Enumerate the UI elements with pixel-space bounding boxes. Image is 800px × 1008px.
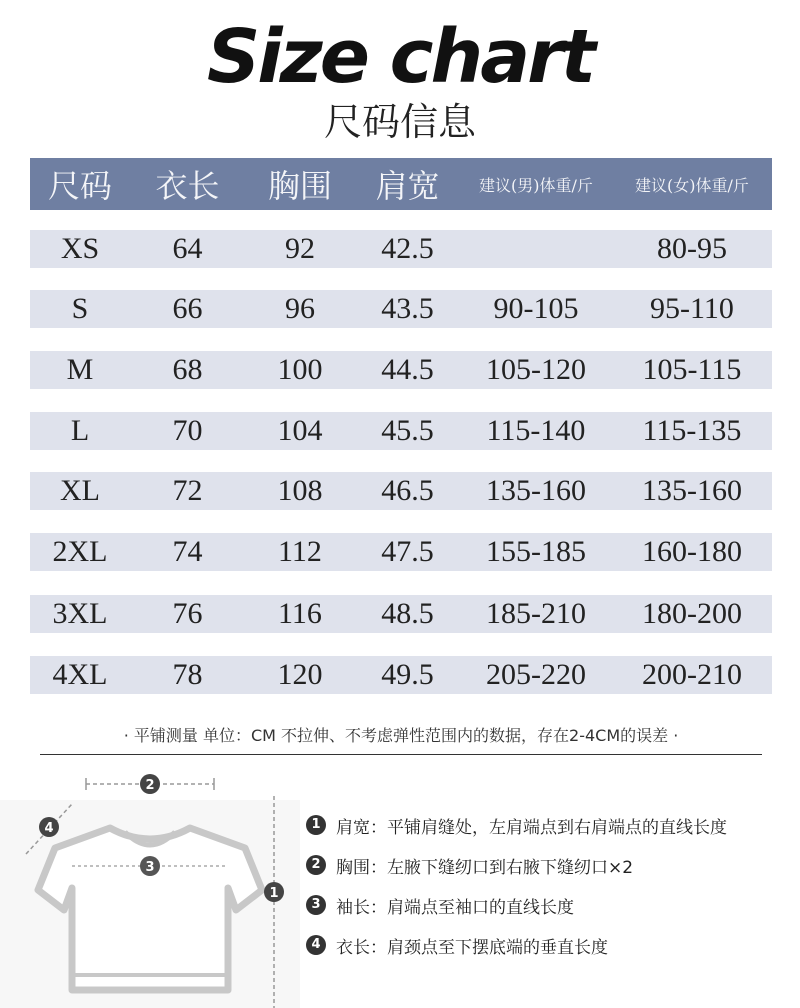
cell-size: XL [60, 474, 100, 507]
cell-length: 76 [172, 597, 203, 630]
subtitle: 尺码信息 [323, 100, 476, 144]
cell-length: 66 [172, 292, 203, 325]
cell-length: 64 [172, 232, 203, 265]
cell-chest: 92 [285, 232, 315, 265]
tshirt-outline [38, 828, 262, 990]
number-3-icon: 3 [306, 895, 326, 915]
header-chest: 胸围 [267, 167, 332, 205]
number-4-icon: 4 [306, 935, 326, 955]
cell-shoulder: 42.5 [381, 232, 434, 265]
table-row [30, 595, 772, 633]
table-header [30, 158, 772, 210]
cell-female-weight: 105-115 [642, 353, 742, 386]
number-2-icon: 2 [306, 855, 326, 875]
table-row [30, 656, 772, 694]
table-row [30, 412, 772, 450]
number-1-icon: 1 [306, 815, 326, 835]
cell-male-weight: 205-220 [486, 658, 586, 691]
legend-item-chest [306, 845, 727, 885]
table-row [30, 230, 772, 268]
marker-1 [264, 882, 284, 902]
header-length: 衣长 [155, 167, 220, 205]
legend-text: 袖长：肩端点至袖口的直线长度 [336, 897, 574, 918]
legend-text: 肩宽：平铺肩缝处，左肩端点到右肩端点的直线长度 [336, 817, 727, 838]
cell-male-weight: 185-210 [486, 597, 586, 630]
legend-item-shoulder [306, 805, 727, 845]
cell-chest: 108 [277, 474, 323, 507]
cell-male-weight: 90-105 [493, 292, 579, 325]
svg-text:1: 1 [269, 886, 279, 901]
cell-chest: 112 [278, 535, 322, 568]
legend-item-length [306, 925, 727, 965]
legend-text: 衣长：肩颈点至下摆底端的垂直长度 [336, 937, 608, 958]
table-row [30, 533, 772, 571]
cell-female-weight: 160-180 [642, 535, 742, 568]
cell-chest: 96 [285, 292, 315, 325]
marker-3 [140, 856, 160, 876]
cell-length: 78 [172, 658, 203, 691]
cell-size: 2XL [52, 535, 108, 568]
cell-length: 72 [172, 474, 203, 507]
table-row [30, 290, 772, 328]
header-male-weight: 建议(男)体重/斤 [479, 175, 593, 195]
cell-shoulder: 45.5 [381, 414, 434, 447]
marker-2 [140, 774, 160, 794]
divider [40, 754, 762, 755]
table-row [30, 351, 772, 389]
table-row [30, 472, 772, 510]
cell-female-weight: 200-210 [642, 658, 742, 691]
cell-shoulder: 46.5 [381, 474, 434, 507]
cell-size: XS [60, 232, 100, 265]
cell-chest: 104 [277, 414, 323, 447]
cell-female-weight: 115-135 [642, 414, 742, 447]
cell-chest: 116 [278, 597, 322, 630]
cell-shoulder: 43.5 [381, 292, 434, 325]
header-size: 尺码 [47, 167, 112, 205]
header-shoulder: 肩宽 [375, 167, 440, 205]
cell-shoulder: 49.5 [381, 658, 434, 691]
cell-size: M [66, 353, 94, 386]
cell-chest: 120 [277, 658, 323, 691]
cell-male-weight: 135-160 [486, 474, 586, 507]
header-female-weight: 建议(女)体重/斤 [635, 175, 749, 195]
cell-female-weight: 95-110 [650, 292, 734, 325]
cell-male-weight: 155-185 [486, 535, 586, 568]
svg-text:2: 2 [145, 778, 155, 793]
cell-length: 68 [172, 353, 203, 386]
legend-item-sleeve [306, 885, 727, 925]
svg-text:4: 4 [44, 821, 54, 836]
svg-text:3: 3 [145, 860, 155, 875]
cell-size: S [71, 292, 89, 325]
cell-female-weight: 135-160 [642, 474, 742, 507]
cell-female-weight: 80-95 [657, 232, 727, 265]
measurement-legend [306, 805, 727, 965]
cell-shoulder: 48.5 [381, 597, 434, 630]
cell-male-weight: 115-140 [486, 414, 586, 447]
cell-size: 4XL [52, 658, 108, 691]
cell-size: 3XL [52, 597, 108, 630]
cell-female-weight: 180-200 [642, 597, 742, 630]
cell-male-weight: 105-120 [486, 353, 586, 386]
cell-size: L [70, 414, 90, 447]
legend-text: 胸围：左腋下缝纫口到右腋下缝纫口×2 [336, 857, 634, 878]
cell-shoulder: 47.5 [381, 535, 434, 568]
cell-length: 74 [172, 535, 203, 568]
cell-length: 70 [172, 414, 203, 447]
cell-shoulder: 44.5 [381, 353, 434, 386]
marker-4 [39, 817, 59, 837]
measurement-note: · 平铺测量 单位：CM 不拉伸、不考虑弹性范围内的数据，存在2-4CM的误差 · [123, 726, 679, 745]
tshirt-diagram [0, 770, 300, 1008]
title: Size chart [206, 14, 594, 100]
cell-chest: 100 [277, 353, 323, 386]
